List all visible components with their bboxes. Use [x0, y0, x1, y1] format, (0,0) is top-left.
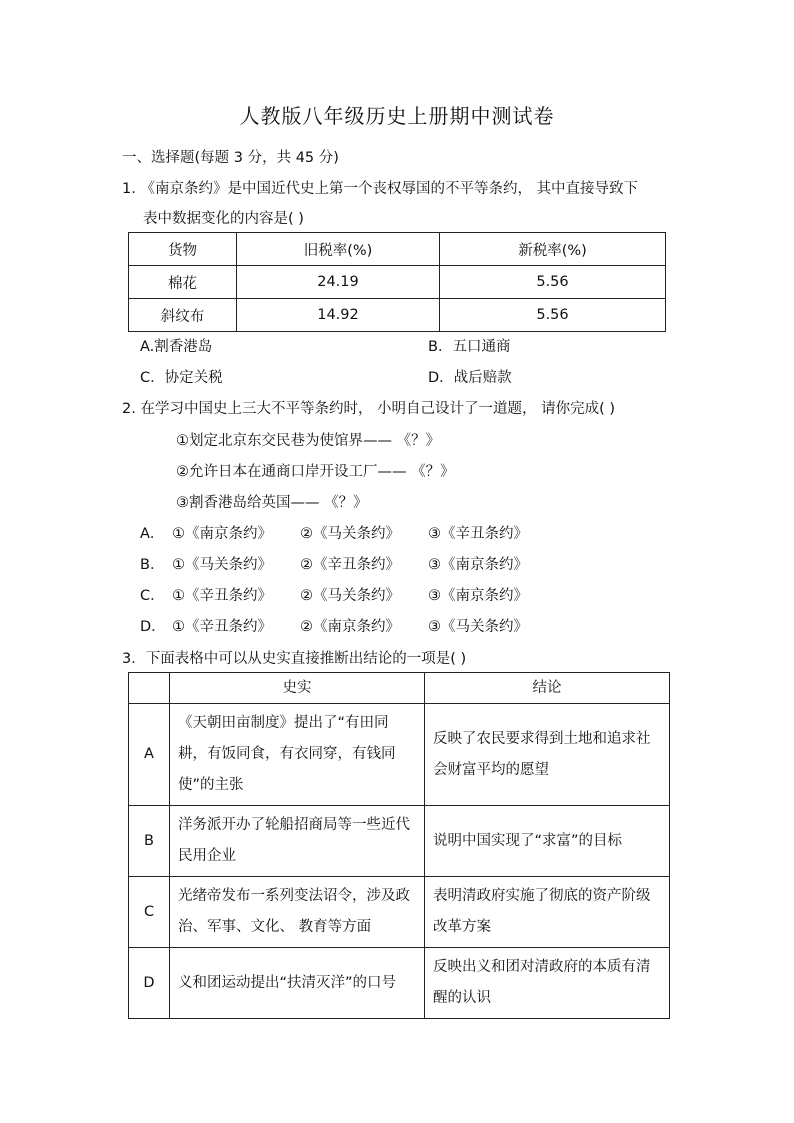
table-cell: 《天朝田亩制度》提出了“有田同耕，有饭同食，有衣同穿，有钱同使”的主张: [170, 704, 425, 806]
option-part: ①《马关条约》: [172, 557, 272, 573]
table-row: [129, 948, 670, 1019]
table-cell: 洋务派开办了轮船招商局等一些近代民用企业: [170, 806, 425, 877]
table-row: [129, 877, 670, 948]
table-cell: 斜纹布: [129, 299, 237, 332]
q1-option-b: B．五口通商: [428, 339, 511, 355]
table-cell: 义和团运动提出“扶清灭洋”的口号: [170, 948, 425, 1019]
q2-stem: 2. 在学习中国史上三大不平等条约时， 小明自己设计了一道题， 请你完成( ): [122, 401, 616, 417]
page-title: 人教版八年级历史上册期中测试卷: [239, 104, 555, 128]
q2-item: ③割香港岛给英国—— 《？》: [176, 495, 368, 511]
q1-stem-line1: 1. 《南京条约》是中国近代史上第一个丧权辱国的不平等条约， 其中直接导致下: [122, 181, 639, 197]
q1-stem-line2: 表中数据变化的内容是( ): [143, 211, 304, 227]
q3-stem: 3．下面表格中可以从史实直接推断出结论的一项是( ): [122, 651, 467, 667]
table-header-cell: 货物: [129, 233, 237, 266]
table-header-row: [129, 673, 670, 704]
table-header-cell: [129, 673, 170, 704]
q2-item: ②允许日本在通商口岸开设工厂—— 《？》: [176, 464, 455, 480]
option-letter: C．: [140, 588, 165, 604]
q2-item: ①划定北京东交民巷为使馆界—— 《？》: [176, 433, 441, 449]
q1-option-c: C．协定关税: [140, 370, 223, 386]
table-cell: 5.56: [440, 299, 666, 332]
option-part: ②《南京条约》: [300, 619, 400, 635]
table-cell-label: B: [129, 806, 170, 877]
option-part: ①《辛丑条约》: [172, 619, 272, 635]
q2-option-a: [140, 522, 528, 543]
option-part: ①《辛丑条约》: [172, 588, 272, 604]
table-header-row: [129, 233, 666, 266]
q2-option-d: [140, 615, 528, 636]
table-header-cell: 新税率(%): [440, 233, 666, 266]
table-row: [129, 806, 670, 877]
table-cell: 棉花: [129, 266, 237, 299]
option-part: ③《辛丑条约》: [428, 526, 528, 542]
option-part: ②《马关条约》: [300, 588, 400, 604]
table-header-cell: 旧税率(%): [237, 233, 440, 266]
table-header-cell: 史实: [170, 673, 425, 704]
table-cell-label: D: [129, 948, 170, 1019]
q3-history-table: [128, 672, 670, 1019]
option-part: ②《马关条约》: [300, 526, 400, 542]
q2-option-c: [140, 584, 528, 605]
table-cell: 表明清政府实施了彻底的资产阶级改革方案: [425, 877, 670, 948]
option-part: ③《南京条约》: [428, 557, 528, 573]
table-row: [129, 299, 666, 332]
q1-tax-table: [128, 232, 666, 332]
section-heading: 一、选择题(每题 3 分，共 45 分): [122, 150, 339, 166]
table-header-cell: 结论: [425, 673, 670, 704]
option-letter: A．: [140, 526, 165, 542]
table-cell: 24.19: [237, 266, 440, 299]
q1-option-d: D．战后赔款: [428, 370, 512, 386]
table-cell-label: A: [129, 704, 170, 806]
q2-option-b: [140, 553, 528, 574]
table-cell: 5.56: [440, 266, 666, 299]
table-row: [129, 704, 670, 806]
table-cell: 光绪帝发布一系列变法诏令，涉及政治、军事、文化、 教育等方面: [170, 877, 425, 948]
table-cell: 反映了农民要求得到土地和追求社会财富平均的愿望: [425, 704, 670, 806]
option-letter: D．: [140, 619, 166, 635]
table-cell: 说明中国实现了“求富”的目标: [425, 806, 670, 877]
q1-option-a: A.割香港岛: [140, 339, 213, 355]
table-cell: 反映出义和团对清政府的本质有清醒的认识: [425, 948, 670, 1019]
table-row: [129, 266, 666, 299]
option-letter: B．: [140, 557, 165, 573]
table-cell-label: C: [129, 877, 170, 948]
option-part: ③《南京条约》: [428, 588, 528, 604]
option-part: ①《南京条约》: [172, 526, 272, 542]
option-part: ③《马关条约》: [428, 619, 528, 635]
table-cell: 14.92: [237, 299, 440, 332]
option-part: ②《辛丑条约》: [300, 557, 400, 573]
